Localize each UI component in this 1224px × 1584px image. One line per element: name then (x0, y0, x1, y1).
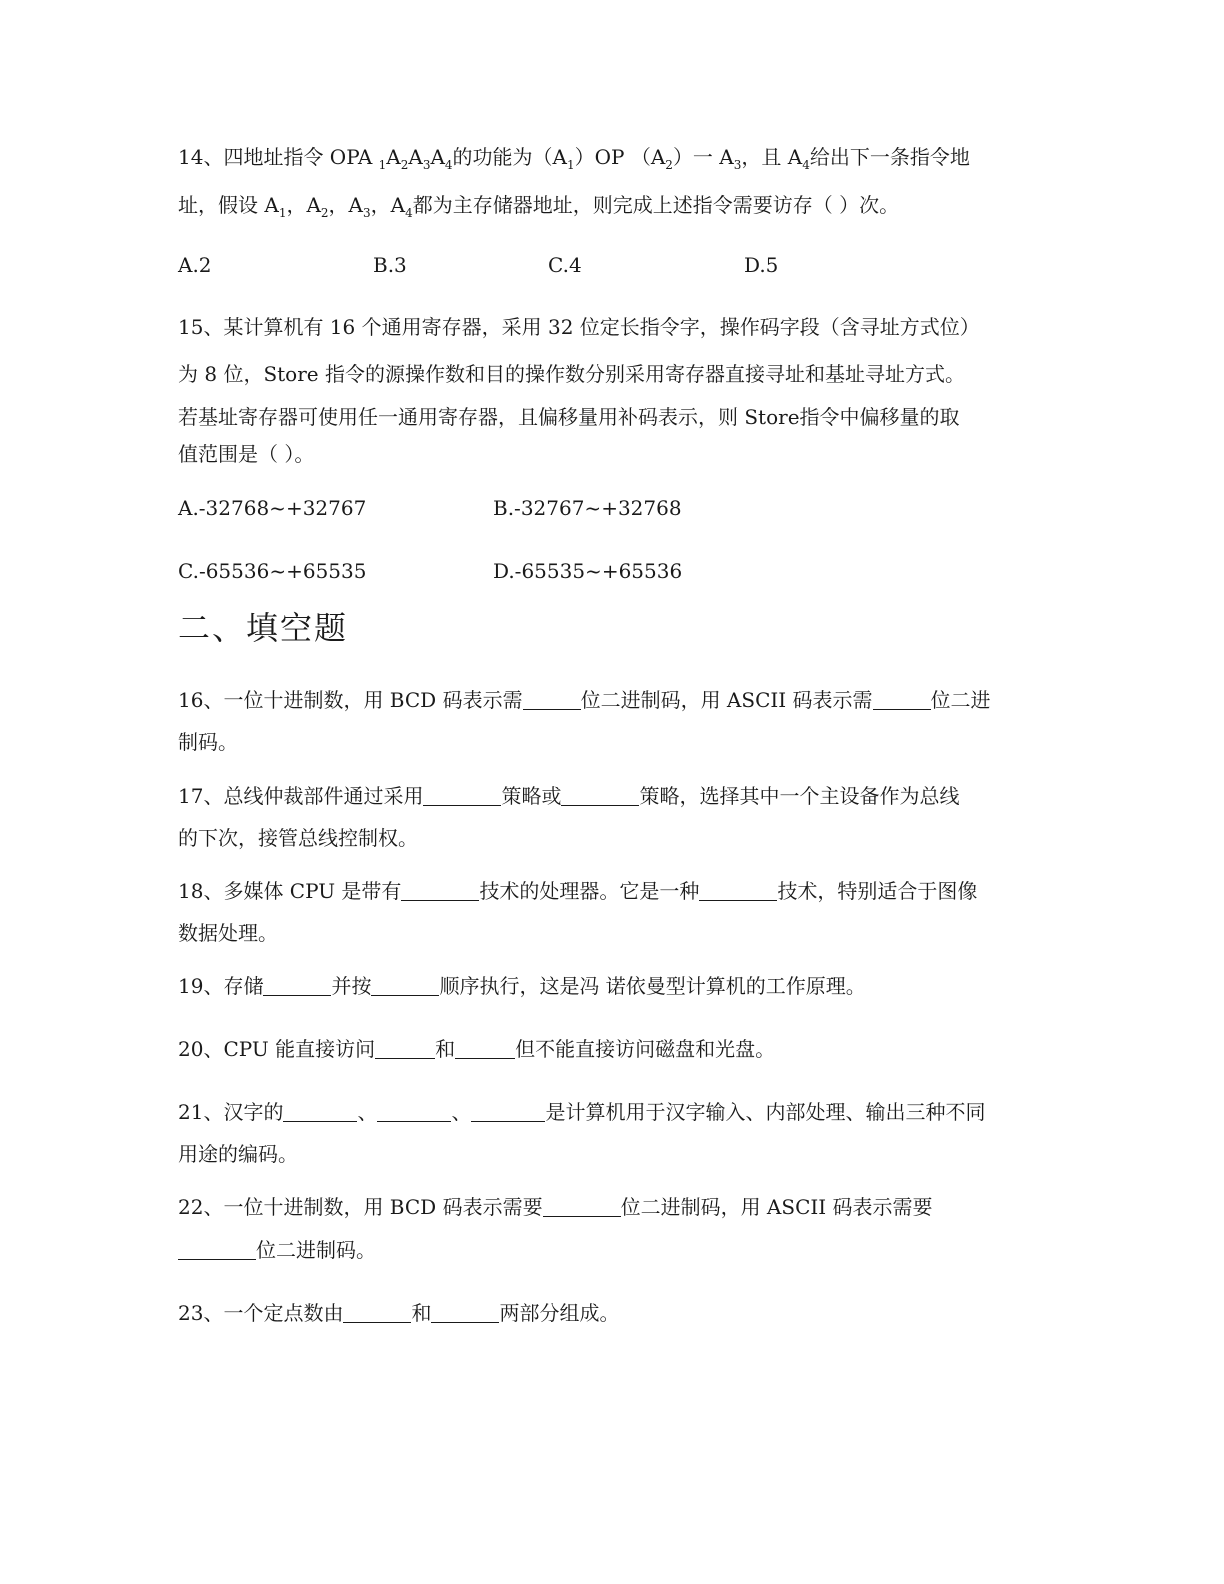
q15-option-b: B.-32767~+32768 (493, 496, 682, 520)
blank (873, 689, 931, 710)
q14-option-b: B.3 (373, 253, 407, 277)
q15-line-2: 为 8 位，Store 指令的源操作数和目的操作数分别采用寄存器直接寻址和基址寻址方式。 (178, 362, 965, 386)
blank (371, 975, 439, 996)
blank (431, 1302, 499, 1323)
blank (283, 1101, 357, 1122)
blank (699, 880, 777, 901)
q17-line-1: 17、总线仲裁部件通过采用 策略或 策略，选择其中一个主设备作为总线 (178, 784, 960, 808)
q14-option-a: A.2 (178, 253, 212, 277)
q15-option-a: A.-32768~+32767 (178, 496, 367, 520)
blank (178, 1239, 256, 1260)
q15-option-c: C.-65536~+65535 (178, 559, 367, 583)
q16-line-2: 制码。 (178, 730, 238, 754)
q18-line-1: 18、多媒体 CPU 是带有 技术的处理器。它是一种 技术，特别适合于图像 (178, 879, 978, 903)
q18-line-2: 数据处理。 (178, 921, 278, 945)
q16-line-1: 16、一位十进制数，用 BCD 码表示需 位二进制码，用 ASCII 码表示需 位二进 (178, 688, 991, 712)
q15-line-3: 若基址寄存器可使用任一通用寄存器，且偏移量用补码表示，则 Store指令中偏移量的取 (178, 405, 960, 429)
blank (543, 1196, 621, 1217)
blank (561, 785, 639, 806)
q19-line-1: 19、存储 并按 顺序执行，这是冯 诺依曼型计算机的工作原理。 (178, 974, 866, 998)
blank (263, 975, 331, 996)
q15-option-d: D.-65535~+65536 (493, 559, 683, 583)
q14-option-d: D.5 (744, 253, 779, 277)
q22-line-1: 22、一位十进制数，用 BCD 码表示需要 位二进制码，用 ASCII 码表示需要 (178, 1195, 933, 1219)
blank (523, 689, 581, 710)
q14-line-1: 14、四地址指令 OPA $_1A_2A_3A_4$的功能为$(A_1)OP$ $(A_2)$一 $A_3$，且 $A_4$给出下一条指令地 (178, 145, 970, 172)
blank (377, 1101, 451, 1122)
q15-line-1: 15、某计算机有 16 个通用寄存器，采用 32 位定长指令字，操作码字段（含寻址方式位） (178, 315, 980, 339)
section-title: 二、填空题 (178, 609, 349, 647)
q14-line-2: 址，假设 $A_1$，$A_2$，$A_3$，$A_4$都为主存储器地址，则完成上述指令需要访存（ ）次。 (178, 193, 900, 220)
q23-line-1: 23、一个定点数由 和 两部分组成。 (178, 1301, 620, 1325)
q21-line-1: 21、汉字的 、 、 是计算机用于汉字输入、内部处理、输出三种不同 (178, 1100, 986, 1124)
blank (401, 880, 479, 901)
q14-option-c: C.4 (548, 253, 582, 277)
blank (455, 1038, 515, 1059)
q17-line-2: 的下次，接管总线控制权。 (178, 826, 418, 850)
q15-line-4: 值范围是（ ）。 (178, 442, 315, 466)
blank (375, 1038, 435, 1059)
q22-line-2: 位二进制码。 (178, 1237, 376, 1263)
blank (343, 1302, 411, 1323)
q21-line-2: 用途的编码。 (178, 1142, 298, 1166)
blank (471, 1101, 545, 1122)
q20-line-1: 20、CPU 能直接访问 和 但不能直接访问磁盘和光盘。 (178, 1037, 776, 1061)
blank (423, 785, 501, 806)
